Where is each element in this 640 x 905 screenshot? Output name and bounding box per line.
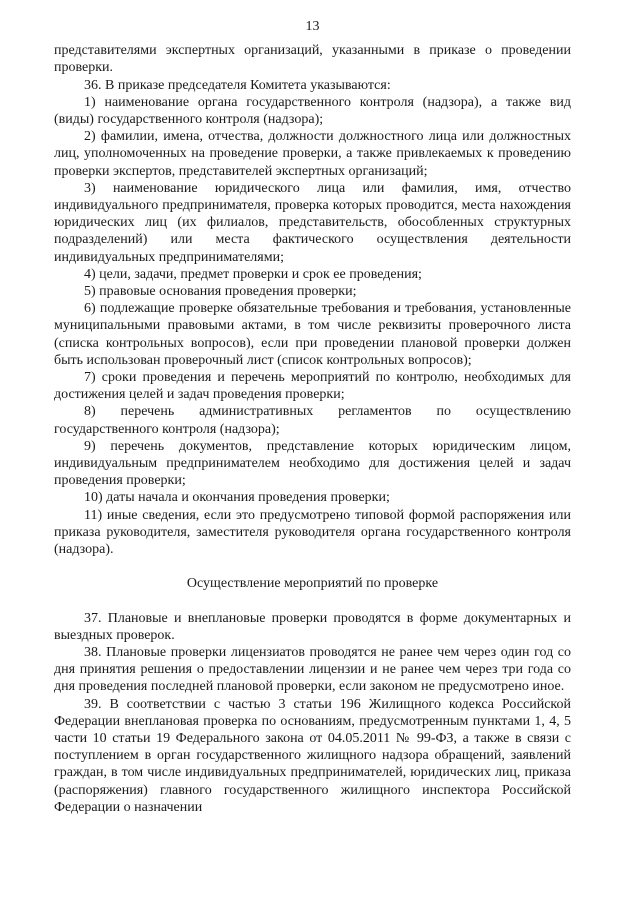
paragraph-p36-8: 8) перечень административных регламентов по осуществлению государственного контроля (надзора); (54, 404, 571, 437)
paragraph-p37: 37. Плановые и внеплановые проверки проводятся в форме документарных и выездных проверок. (54, 610, 571, 643)
paragraph-p36-9: 9) перечень документов, представление которых юридическим лицом, индивидуальным предпринимателем необходимо для достижения целей и задач проведения проверки; (54, 438, 571, 489)
paragraph-p36-4: 4) цели, задачи, предмет проверки и срок ее проведения; (84, 266, 422, 282)
paragraph-p36-3: 3) наименование юридического лица или фамилия, имя, отчество индивидуального предпринимателя, проверка которых проводится, места нахождения юридических лиц (их филиалов, представительств, обособленных структурных подразделений) или места фактического осуществления деятельности индивидуальных предпринимателями; (54, 180, 571, 265)
document-page (54, 0, 571, 816)
paragraph-p36-7: 7) сроки проведения и перечень мероприятий по контролю, необходимых для достижения целей и задач проведения проверки; (54, 370, 571, 403)
paragraph-p38: 38. Плановые проверки лицензиатов проводятся не ранее чем через один год со дня принятия решения о предоставлении лицензии и не ранее чем через три года со дня проведения последней плановой проверки, если законом не предусмотрено иное. (54, 644, 571, 695)
section-heading: Осуществление мероприятий по проверке (186, 576, 439, 592)
paragraph-p36-10: 10) даты начала и окончания проведения проверки; (84, 490, 390, 506)
paragraph-p39: 39. В соответствии с частью 3 статьи 196 Жилищного кодекса Российской Федерации внеплановая проверка по основаниям, предусмотренным пунктами 1, 4, 5 части 10 статьи 19 Федерального закона от 04.05.2011 № 99-ФЗ, а также в связи с поступлением в орган государственного жилищного надзора обращений, заявлений граждан, в том числе индивидуальных предпринимателей, юридических лиц, приказа (распоряжения) главного государственного жилищного инспектора Российской Федерации о назначении (54, 696, 571, 815)
paragraph-p36-1: 1) наименование органа государственного контроля (надзора), а также вид (виды) государственного контроля (надзора); (54, 94, 571, 128)
paragraph-p-cont: представителями экспертных организаций, указанными в приказе о проведении проверки. (54, 43, 571, 76)
paragraph-p36-2: 2) фамилии, имена, отчества, должности должностного лица или должностных лиц, уполномоченных на проведение проверки, а также привлекаемых к проведению проверки экспертов, представителей экспертных организаций; (54, 129, 571, 179)
paragraph-p36-6: 6) подлежащие проверке обязательные требования и требования, установленные муниципальными правовыми актами, в том числе реквизиты проверочного листа (списка контрольных вопросов), если при проведении плановой проверки должен быть использован проверочный лист (список контрольных вопросов); (54, 301, 571, 368)
paragraph-p36-11: 11) иные сведения, если это предусмотрено типовой формой распоряжения или приказа руководителя, заместителя руководителя органа государственного контроля (надзора). (54, 507, 571, 558)
paragraph-p36: 36. В приказе председателя Комитета указываются: (84, 77, 391, 93)
document-body-top (54, 42, 571, 558)
page-number: 13 (305, 19, 320, 34)
document-body-bottom (54, 610, 571, 816)
paragraph-p36-5: 5) правовые основания проведения проверки; (84, 284, 357, 300)
